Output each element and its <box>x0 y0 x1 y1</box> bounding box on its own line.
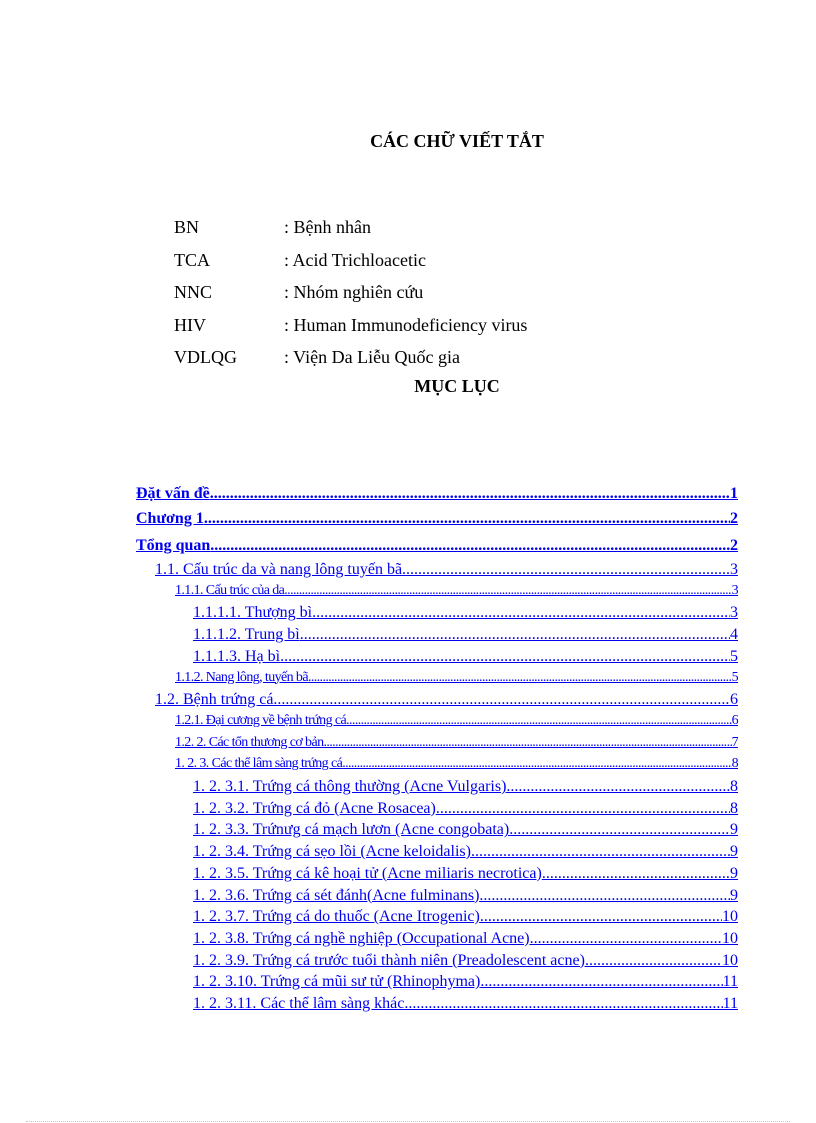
toc-entry-label: 1.1.2. Nang lông, tuyến bã <box>175 669 308 685</box>
toc-entry[interactable] <box>193 887 738 905</box>
toc-dot-leader <box>402 561 730 579</box>
abbreviation-code: TCA <box>174 249 210 270</box>
toc-entry-page-number: 9 <box>730 843 738 861</box>
toc-entry-page-number: 2 <box>730 537 738 554</box>
abbreviation-definition: : Viện Da Liễu Quốc gia <box>284 347 461 367</box>
toc-dot-leader <box>506 778 730 796</box>
toc-dot-leader <box>300 626 730 644</box>
toc-dot-leader <box>480 973 722 991</box>
abbreviation-row <box>174 214 527 247</box>
toc-entry[interactable] <box>193 626 738 644</box>
abbreviation-list <box>174 214 527 377</box>
toc-dot-leader <box>542 865 730 883</box>
toc-entry[interactable] <box>136 537 738 555</box>
toc-entry-label: 1.1.1.2. Trung bì <box>193 626 300 644</box>
toc-entry-label: 1.2. 2. Các tổn thương cơ bản <box>175 734 324 750</box>
toc-entry-label: 1. 2. 3.2. Trứng cá đỏ (Acne Rosacea) <box>193 799 436 817</box>
toc-entry-label: 1.1.1.3. Hạ bì <box>193 647 281 665</box>
toc-dot-leader <box>210 537 730 555</box>
toc-entry-label: 1. 2. 3.11. Các thể lâm sàng khác <box>193 995 405 1012</box>
toc-entry-label: Tổng quan <box>136 537 211 554</box>
toc-entry-label: Chương 1 <box>136 510 204 527</box>
abbreviation-code: BN <box>174 217 200 237</box>
toc-entry-page-number: 3 <box>731 582 738 598</box>
abbreviation-definition: : Acid Trichloacetic <box>284 249 426 270</box>
toc-entry-label: 1. 2. 3.7. Trứng cá do thuốc (Acne Itrogenic) <box>193 908 480 926</box>
toc-entry[interactable] <box>193 952 738 970</box>
toc-entry-page-number: 6 <box>730 691 738 709</box>
abbreviation-code: HIV <box>174 314 206 335</box>
toc-entry[interactable] <box>175 735 738 751</box>
abbreviation-definition: : Bệnh nhân <box>284 217 371 237</box>
toc-entry[interactable] <box>193 930 738 948</box>
toc-entry[interactable] <box>193 995 738 1013</box>
toc-entry-label: 1. 2. 3.5. Trứng cá kê hoại tử (Acne miliaris necrotica) <box>193 864 542 882</box>
toc-entry[interactable] <box>155 691 738 709</box>
toc-entry-page-number: 8 <box>731 756 738 772</box>
toc-entry-label: Đặt vấn đề <box>136 485 210 502</box>
toc-dot-leader <box>308 670 732 686</box>
toc-entry-label: 1.2. Bệnh trứng cá <box>155 691 274 709</box>
toc-entry[interactable] <box>193 865 738 883</box>
toc-dot-leader <box>404 995 722 1013</box>
toc-entry-page-number: 7 <box>731 734 738 750</box>
toc-entry[interactable] <box>175 713 738 729</box>
toc-dot-leader <box>284 583 731 599</box>
toc-dot-leader <box>436 800 730 818</box>
toc-entry-page-number: 3 <box>730 604 738 622</box>
toc-entry-page-number: 8 <box>730 778 738 795</box>
toc-entry-label: 1.1. Cấu trúc da và nang lông tuyến bã <box>155 561 403 578</box>
toc-entry[interactable] <box>136 510 738 528</box>
abbreviation-row <box>174 312 527 345</box>
toc-entry[interactable] <box>155 561 738 579</box>
toc-entry-label: 1. 2. 3.9. Trứng cá trước tuổi thành niên (Preadolescent acne) <box>193 951 585 969</box>
abbreviation-row <box>174 344 527 377</box>
toc-entry-label: 1. 2. 3. Các thể lâm sàng trứng cá <box>175 756 343 772</box>
abbreviation-code: NNC <box>174 282 213 302</box>
toc-dot-leader <box>280 648 730 666</box>
toc-entry-page-number: 11 <box>722 995 738 1012</box>
toc-entry-page-number: 5 <box>730 647 738 665</box>
toc-entry[interactable] <box>193 908 738 926</box>
toc-entry[interactable] <box>193 821 738 839</box>
toc-dot-leader <box>342 756 731 772</box>
toc-entry-label: 1.2.1. Đại cương về bệnh trứng cá <box>175 712 347 728</box>
toc-entry-page-number: 10 <box>722 951 738 969</box>
toc-entry[interactable] <box>193 973 738 991</box>
toc-entry[interactable] <box>175 583 738 599</box>
abbreviation-row <box>174 247 527 280</box>
toc-dot-leader <box>346 713 731 729</box>
toc-entry[interactable] <box>193 800 738 818</box>
toc-title: MỤC LỤC <box>414 376 500 396</box>
toc-entry[interactable] <box>136 485 738 503</box>
toc-dot-leader <box>479 887 730 905</box>
toc-entry-label: 1.1.1.1. Thượng bì <box>193 604 313 622</box>
toc-dot-leader <box>273 691 730 709</box>
abbreviation-row <box>174 279 527 312</box>
toc-dot-leader <box>323 735 731 751</box>
toc-entry[interactable] <box>193 778 738 796</box>
page-bottom-divider <box>26 1121 790 1122</box>
toc-entry-page-number: 3 <box>730 561 738 578</box>
toc-entry[interactable] <box>175 670 738 686</box>
toc-entry-label: 1.1.1. Cấu trúc của da <box>175 582 285 598</box>
toc-entry-page-number: 9 <box>730 864 738 882</box>
toc-entry-label: 1. 2. 3.4. Trứng cá sẹo lồi (Acne keloidalis) <box>193 843 471 861</box>
toc-entry-page-number: 1 <box>730 485 738 502</box>
toc-entry-page-number: 4 <box>730 626 738 644</box>
toc-entry-page-number: 2 <box>730 510 738 527</box>
toc-entry-label: 1. 2. 3.8. Trứng cá nghề nghiệp (Occupational Acne) <box>193 929 530 947</box>
toc-entry[interactable] <box>193 843 738 861</box>
toc-entry-page-number: 5 <box>731 669 738 685</box>
abbreviation-code: VDLQG <box>174 347 237 367</box>
toc-entry-label: 1. 2. 3.10. Trứng cá mũi sư tử (Rhinophyma) <box>193 973 481 991</box>
toc-entry-page-number: 11 <box>722 973 738 991</box>
toc-entry-page-number: 9 <box>730 886 738 904</box>
toc-entry-label: 1. 2. 3.6. Trứng cá sét đánh(Acne fulminans) <box>193 886 480 904</box>
toc-dot-leader <box>210 485 730 503</box>
toc-dot-leader <box>471 843 730 861</box>
toc-entry[interactable] <box>175 756 738 772</box>
toc-entry-label: 1. 2. 3.3. Trứnưg cá mạch lươn (Acne congobata) <box>193 821 510 839</box>
toc-entry-page-number: 9 <box>730 821 738 839</box>
toc-entry-page-number: 10 <box>722 908 738 926</box>
abbreviation-definition: : Nhóm nghiên cứu <box>284 282 424 302</box>
toc-entry[interactable] <box>193 604 738 622</box>
toc-dot-leader <box>530 930 722 948</box>
toc-entry-page-number: 6 <box>731 712 738 728</box>
toc-entry-label: 1. 2. 3.1. Trứng cá thông thường (Acne Vulgaris) <box>193 778 507 795</box>
toc-dot-leader <box>480 908 722 926</box>
toc-dot-leader <box>312 604 730 622</box>
toc-entry[interactable] <box>193 648 738 666</box>
toc-dot-leader <box>585 952 722 970</box>
toc-dot-leader <box>509 821 730 839</box>
toc-entry-page-number: 10 <box>722 929 738 947</box>
toc-entry-page-number: 8 <box>730 799 738 817</box>
page-title: CÁC CHỮ VIẾT TẮT <box>370 131 544 151</box>
toc-dot-leader <box>204 510 730 528</box>
abbreviation-definition: : Human Immunodeficiency virus <box>284 314 528 335</box>
